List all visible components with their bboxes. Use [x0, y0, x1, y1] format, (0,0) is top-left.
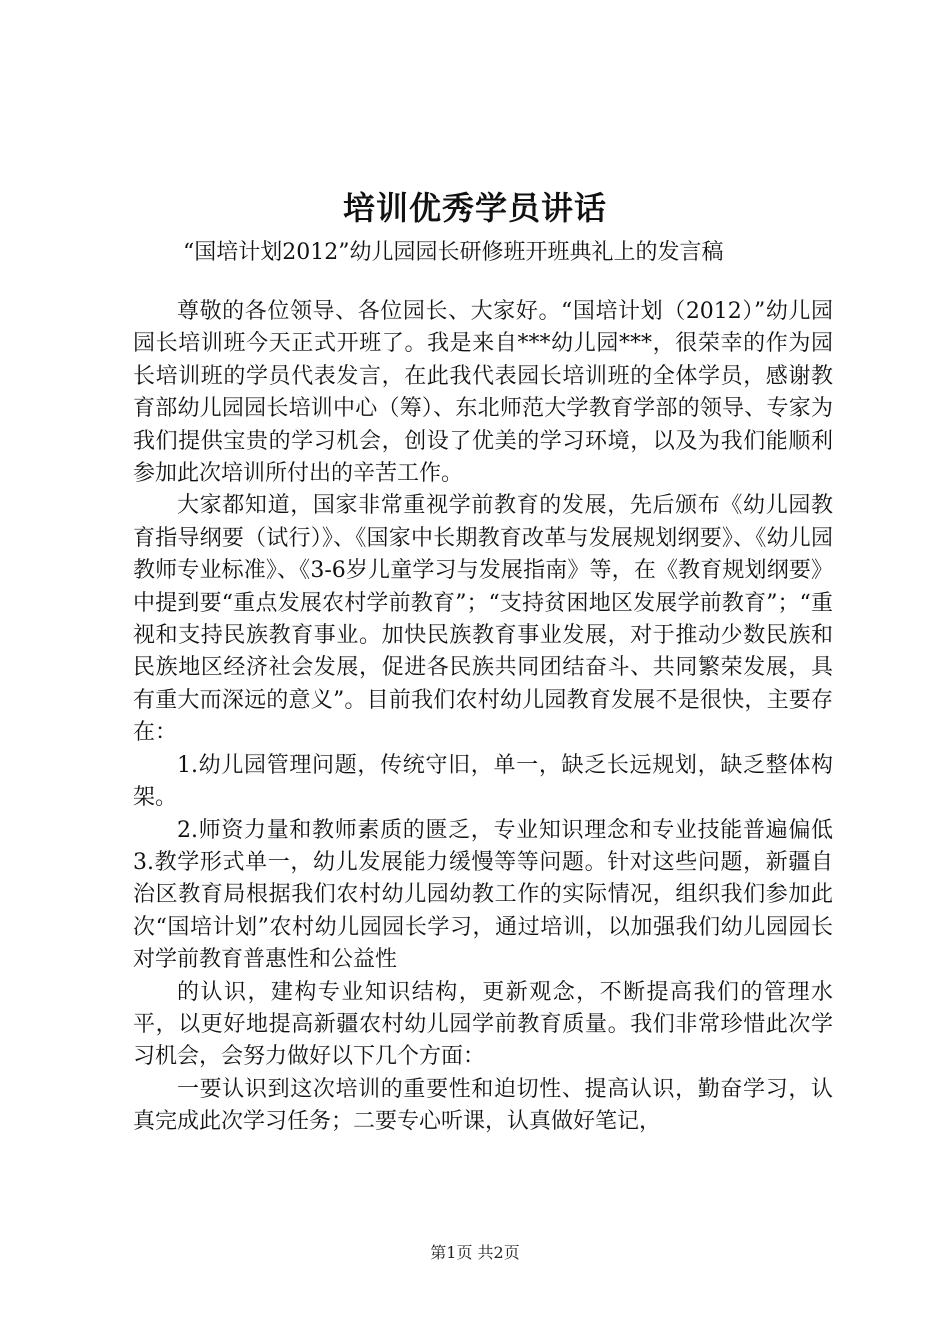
- document-title: 培训优秀学员讲话: [342, 189, 607, 227]
- paragraph-continuation: 的认识，建构专业知识结构，更新观念，不断提高我们的管理水平，以更好地提高新疆农村幼儿园学前教育质量。我们非常珍惜此次学习机会，会努力做好以下几个方面：: [133, 979, 833, 1070]
- document-subtitle: “国培计划2012”幼儿园园长研修班开班典礼上的发言稿: [183, 240, 724, 265]
- paragraph-commitments: 一要认识到这次培训的重要性和迫切性、提高认识，勤奋学习，认真完成此次学习任务；二要专心听课，认真做好笔记，: [133, 1076, 833, 1135]
- document-body: [133, 296, 833, 1139]
- paragraph-greeting: 尊敬的各位领导、各位园长、大家好。“国培计划（2012）”幼儿园园长培训班今天正式开班了。我是来自***幼儿园***，很荣幸的作为园长培训班的学员代表发言，在此我代表园长培训班的全体学员，感谢教育部幼儿园园长培训中心（筹）、东北师范大学教育学部的领导、专家为我们提供宝贵的学习机会，创设了优美的学习环境，以及为我们能顺利参加此次培训所付出的辛苦工作。: [133, 299, 833, 487]
- paragraph-issue-2: 2.师资力量和教师素质的匮乏，专业知识理念和专业技能普遍偏低3.教学形式单一，幼儿发展能力缓慢等等问题。针对这些问题，新疆自治区教育局根据我们农村幼儿园幼教工作的实际情况，组织我们参加此次“国培计划”农村幼儿园园长学习，通过培训，以加强我们幼儿园园长对学前教育普惠性和公益性: [133, 817, 833, 973]
- page-footer: 第1页 共2页: [430, 1243, 520, 1262]
- paragraph-policy: 大家都知道，国家非常重视学前教育的发展，先后颁布《幼儿园教育指导纲要（试行）》、《国家中长期教育改革与发展规划纲要》、《幼儿园教师专业标准》、《3-6岁儿童学习与发展指南》等，在《教育规划纲要》中提到要“重点发展农村学前教育”；“支持贫困地区发展学前教育”；“重视和支持民族教育事业。加快民族教育事业发展，对于推动少数民族和民族地区经济社会发展，促进各民族共同团结奋斗、共同繁荣发展，具有重大而深远的意义”。目前我们农村幼儿园教育发展不是很快，主要存在：: [133, 493, 833, 746]
- paragraph-issue-1: 1.幼儿园管理问题，传统守旧，单一，缺乏长远规划，缺乏整体构架。: [133, 752, 833, 811]
